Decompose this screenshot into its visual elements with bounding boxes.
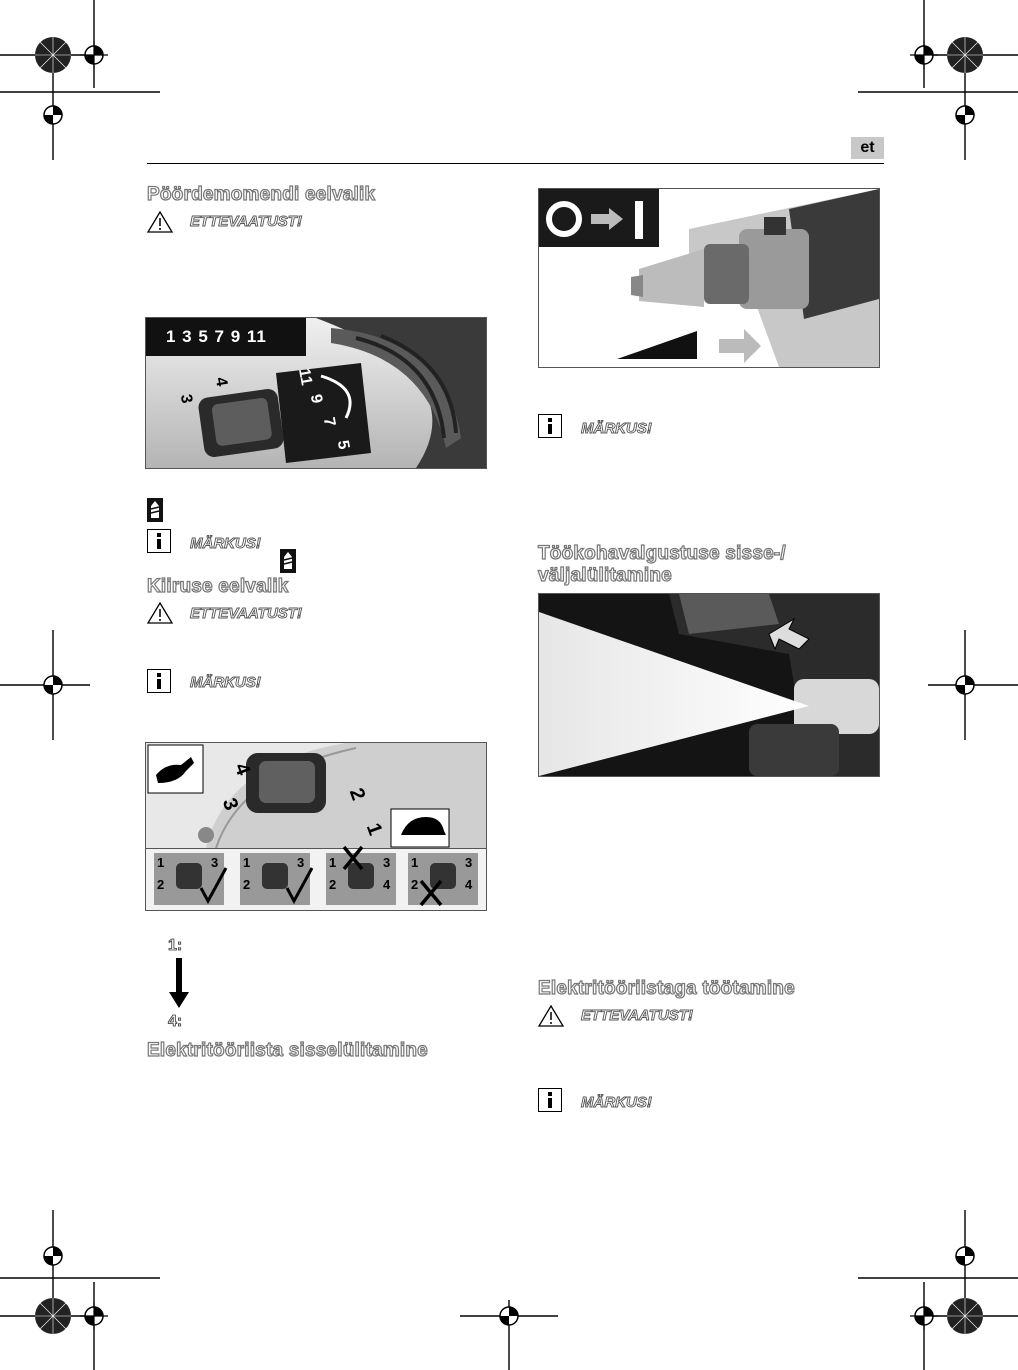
drill-symbol-icon — [280, 549, 296, 573]
mode-tile: 1 3 2 — [240, 853, 310, 905]
gear-number: 3 — [217, 795, 243, 814]
heading-worklight-line1: Töökohavalgustuse sisse-/ — [538, 543, 786, 564]
warning-label: ETTEVAATUST! — [190, 213, 302, 230]
gear-number: 1 — [361, 820, 387, 839]
check-icon — [201, 868, 226, 901]
gear-first-label: 1: — [168, 937, 183, 954]
header-rule — [147, 163, 884, 164]
warning-label: ETTEVAATUST! — [581, 1007, 693, 1024]
mode-tile: 1 3 2 — [154, 853, 224, 905]
note-label: MÄRKUS! — [190, 535, 261, 552]
warning-label: ETTEVAATUST! — [190, 605, 302, 622]
worklight-figure — [538, 593, 880, 777]
dial-number: 4 — [211, 376, 231, 388]
warning-icon — [147, 210, 173, 234]
note-label: MÄRKUS! — [190, 674, 261, 691]
mode-tile: 1 3 2 4 — [408, 853, 478, 905]
note-label: MÄRKUS! — [581, 420, 652, 437]
dial-number: 3 — [176, 393, 196, 405]
gear-last-label: 4: — [168, 1013, 183, 1030]
dial-number: 11 — [295, 367, 315, 387]
info-icon — [147, 669, 171, 693]
heading-speed-preselection: Kiiruse eelvalik — [147, 576, 289, 597]
torque-dial-figure — [145, 317, 487, 469]
info-icon — [538, 414, 562, 438]
warning-icon — [538, 1004, 564, 1028]
heading-torque-preselection: Pöördemomendi eelvalik — [147, 184, 376, 205]
dial-number: 7 — [319, 416, 339, 428]
torque-scale-values: 1 3 5 7 9 11 — [166, 327, 267, 346]
heading-switch-on: Elektritööriista sisselülitamine — [147, 1040, 428, 1061]
check-icon — [287, 868, 312, 901]
speed-selector-figure — [145, 742, 487, 911]
info-icon — [147, 529, 171, 553]
gear-number: 4 — [229, 760, 255, 779]
note-label: MÄRKUS! — [581, 1094, 652, 1111]
torque-scale-bar — [146, 318, 306, 356]
gear-number: 2 — [344, 785, 370, 804]
switch-on-figure — [538, 188, 880, 368]
dial-number: 9 — [306, 393, 326, 405]
heading-worklight-line2: väljalülitamine — [538, 565, 672, 586]
warning-icon — [147, 601, 173, 625]
info-icon — [538, 1088, 562, 1112]
mode-tile: 1 3 2 4 — [326, 853, 396, 905]
down-arrow-icon — [168, 958, 190, 1010]
heading-working: Elektritööriistaga töötamine — [538, 978, 795, 999]
dial-number: 5 — [333, 439, 353, 451]
language-tag: et — [851, 137, 884, 159]
drill-symbol-icon — [147, 498, 163, 522]
